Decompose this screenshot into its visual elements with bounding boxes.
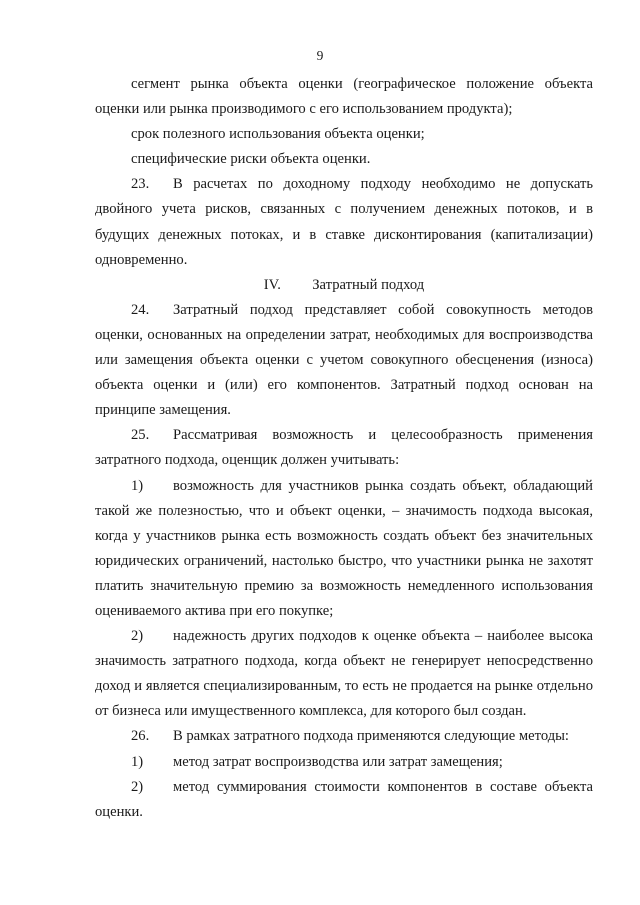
list-item: 2) надежность других подходов к оценке объекта – наиболее высока значимость затратного подхода, когда объект не генерирует непосредственно доход и является специализированным, то есть не продается на рынке отдельно от бизнеса или имущественного комплекса, для которого был создан. (95, 624, 593, 724)
section-heading (95, 273, 593, 298)
paragraph-number: 25. (131, 427, 150, 444)
section-number: IV. (263, 276, 281, 293)
list-item-number: 1) (131, 753, 144, 770)
paragraph: срок полезного использования объекта оценки; (131, 126, 425, 143)
section-title: Затратный подход (312, 276, 425, 293)
paragraph-number: 26. (131, 728, 150, 745)
list-item: 2) метод суммирования стоимости компонентов в составе объекта оценки. (95, 775, 593, 825)
paragraph-23: 23. В расчетах по доходному подходу необходимо не допускать двойного учета рисков, связанных с получением денежных потоков, и в будущих денежных потоках, и в ставке дисконтирования (капитализации) одновременно. (95, 172, 593, 272)
paragraph: специфические риски объекта оценки. (131, 151, 371, 168)
paragraph: сегмент рынка объекта оценки (географическое положение объекта оценки или рынка производимого с его использованием продукта); (95, 76, 593, 118)
paragraph-26: 26. В рамках затратного подхода применяются следующие методы: (95, 724, 593, 749)
paragraph-number: 24. (131, 301, 150, 318)
list-item-number: 1) (131, 477, 144, 494)
list-item-number: 2) (131, 628, 144, 645)
list-item-number: 2) (131, 778, 144, 795)
paragraph-number: 23. (131, 176, 150, 193)
page-number: 9 (316, 48, 324, 63)
list-item: 1) метод затрат воспроизводства или затрат замещения; (95, 750, 593, 775)
list-item: 1) возможность для участников рынка создать объект, обладающий такой же полезностью, что и объект оценки, – значимость подхода высокая, когда у участников рынка есть возможность создать объект без значительных юридических ограничений, настолько быстро, что участники рынка не захотят платить значительную премию за возможность немедленного использования оцениваемого актива при его покупке; (95, 474, 593, 625)
paragraph-24: 24. Затратный подход представляет собой совокупность методов оценки, основанных на определении затрат, необходимых для воспроизводства или замещения объекта оценки с учетом совокупного обесценения (износа) объекта оценки и (или) его компонентов. Затратный подход основан на принципе замещения. (95, 298, 593, 423)
paragraph-25: 25. Рассматривая возможность и целесообразность применения затратного подхода, оценщик должен учитывать: (95, 423, 593, 473)
document-body (95, 72, 593, 825)
